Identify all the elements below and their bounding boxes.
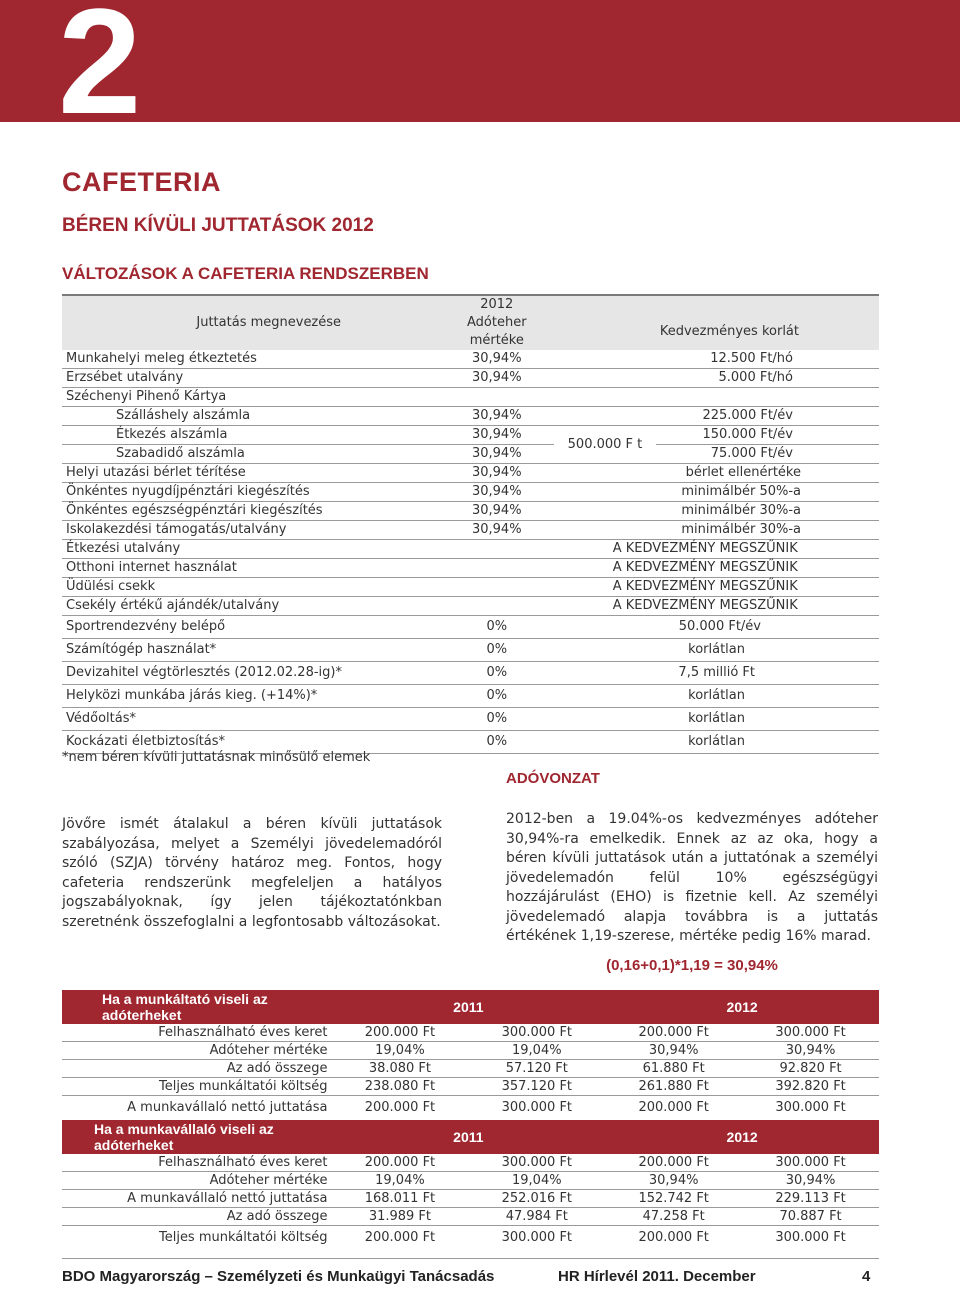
table-row [62,1096,879,1121]
intro-paragraph: Jövőre ismét átalakul a béren kívüli juttatások szabályozása, melyet a Személyi jövedelemadóról szóló (SZJA) törvény határoz meg. Fontos, hogy cafeteria rendszerünk megfeleljen a hatályos jogszabályoknak, így jelen tájékoztatónkban szeretnénk összefoglalni a legfontosabb változásokat. [62,816,442,930]
cell: 152.742 Ft [605,1190,742,1208]
cell: 30,94% [742,1042,879,1060]
row-limit: korlátlan [656,731,879,754]
table-row [62,559,879,578]
row-label: Felhasználható éves keret [62,1024,331,1042]
row-limit: minimálbér 30%-a [656,521,879,540]
table-row [62,708,879,731]
row-name: Devizahitel végtörlesztés (2012.02.28-ig)* [62,662,439,685]
cell: 229.113 Ft [742,1190,879,1208]
table-row [62,1042,879,1060]
footer-newsletter: HR Hírlevél 2011. December [558,1268,756,1285]
table-row [62,407,879,426]
table-row [62,445,879,464]
header-tax-line2: mértéke [439,332,554,350]
row-limit: 5.000 Ft/hó [656,369,879,388]
cell: 261.880 Ft [605,1078,742,1096]
row-name: Iskolakezdési támogatás/utalvány [62,521,439,540]
employee-header-row [62,1120,879,1154]
row-name: Helyi utazási bérlet térítése [62,464,439,483]
row-name: Étkezés alszámla [62,426,439,445]
tax-formula: (0,16+0,1)*1,19 = 30,94% [606,957,778,974]
table-row [62,1172,879,1190]
table-header-row [62,314,879,332]
table-row [62,502,879,521]
cell: 200.000 Ft [638,1230,709,1245]
cell: 300.000 Ft [501,1100,573,1115]
row-label: Teljes munkáltatói költség [158,1230,328,1245]
header-tax-line1: Adóteher [439,314,554,332]
row-tax: 30,94% [439,445,554,464]
row-tax: 0% [439,708,554,731]
row-label: Adóteher mértéke [62,1042,331,1060]
row-tax: 0% [439,616,554,639]
row-name: Számítógép használat* [62,639,439,662]
row-limit: 12.500 Ft/hó [656,350,879,369]
cell: 300.000 Ft [468,1154,605,1172]
cell: 30,94% [742,1172,879,1190]
cell: 47.258 Ft [605,1208,742,1226]
cell: 38.080 Ft [331,1060,468,1078]
row-limit: 50.000 Ft/év [656,616,879,639]
header-name: Juttatás megnevezése [62,314,439,332]
row-label: A munkavállaló nettó juttatása [62,1190,331,1208]
row-label: Az adó összege [62,1060,331,1078]
row-tax: 0% [439,662,554,685]
employee-year-2011: 2011 [331,1120,605,1154]
cell: 200.000 Ft [605,1154,742,1172]
row-name: Üdülési csekk [62,578,439,597]
table-row [62,1060,879,1078]
row-name: Önkéntes nyugdíjpénztári kiegészítés [62,483,439,502]
table-row [62,1226,879,1251]
table-row [62,1208,879,1226]
employer-label: Ha a munkáltató viseli az adóterheket [62,990,331,1024]
table-header-year-row [62,295,879,314]
cell: 300.000 Ft [501,1230,573,1245]
row-name: Munkahelyi meleg étkeztetés [62,350,439,369]
cell: 31.989 Ft [331,1208,468,1226]
table-row [62,1190,879,1208]
table-row [62,521,879,540]
header-limit: Kedvezményes korlát [656,314,879,350]
row-name: Szálláshely alszámla [62,407,439,426]
employer-year-2012: 2012 [605,990,879,1024]
row-label: Teljes munkáltatói költség [62,1078,331,1096]
row-name: Étkezési utalvány [62,540,439,559]
cell: 61.880 Ft [605,1060,742,1078]
row-tax: 30,94% [439,483,554,502]
row-limit: korlátlan [656,685,879,708]
table-row [62,1078,879,1096]
tax-paragraph: 2012-ben a 19.04%-os kedvezményes adóteher 30,94%-ra emelkedik. Ennek az az oka, hogy a béren kívüli juttatások után a juttatónak a személyi jövedelemadón felül 10% egészségügyi hozzájárulást (EHO) is fizetnie kell. Az személyi jövedelemadó alapja továbbra is a juttatás értékének 1,19-szerese, mértéke pedig 16% marad. [506,811,878,944]
row-name: Csekély értékű ajándék/utalvány [62,597,439,616]
row-label: Az adó összege [62,1208,331,1226]
cell: 300.000 Ft [468,1024,605,1042]
row-name: Védőoltás* [62,708,439,731]
header-year: 2012 [439,295,554,314]
employer-header-row [62,990,879,1024]
cell: 200.000 Ft [331,1024,468,1042]
row-tax: 30,94% [439,521,554,540]
table-row [62,388,879,407]
comparison-table [62,990,879,1250]
table-row [62,662,879,685]
table-row [62,426,879,445]
cell: 30,94% [605,1042,742,1060]
row-limit: 75.000 Ft/év [656,445,879,464]
cell: 70.887 Ft [742,1208,879,1226]
table-row [62,464,879,483]
cell: 30,94% [605,1172,742,1190]
table-row [62,1154,879,1172]
row-name: Sportrendezvény belépő [62,616,439,639]
cell: 19,04% [331,1172,468,1190]
row-name: Önkéntes egészségpénztári kiegészítés [62,502,439,521]
row-limit: 150.000 Ft/év [656,426,879,445]
table-row [62,616,879,639]
cell: 92.820 Ft [742,1060,879,1078]
table-row [62,483,879,502]
cell: 19,04% [331,1042,468,1060]
row-tax: 0% [439,731,554,754]
row-name: Erzsébet utalvány [62,369,439,388]
row-name: Helyközi munkába járás kieg. (+14%)* [62,685,439,708]
row-limit: A KEDVEZMÉNY MEGSZŰNIK [439,578,879,597]
table-row [62,540,879,559]
section-title: VÁLTOZÁSOK A CAFETERIA RENDSZERBEN [62,264,429,283]
row-limit: 7,5 millió Ft [656,662,879,685]
table-row [62,639,879,662]
row-tax: 30,94% [439,502,554,521]
row-tax: 30,94% [439,350,554,369]
footer-company: BDO Magyarország – Személyzeti és Munkaügyi Tanácsadás [62,1268,495,1285]
row-tax: 30,94% [439,426,554,445]
adovonzat-heading: ADÓVONZAT [506,770,600,787]
row-tax: 30,94% [439,407,554,426]
table-row [62,597,879,616]
row-name: Kockázati életbiztosítás* [62,731,439,754]
cell: 57.120 Ft [468,1060,605,1078]
cell: 19,04% [468,1172,605,1190]
row-limit: korlátlan [656,708,879,731]
row-limit: A KEDVEZMÉNY MEGSZŰNIK [439,559,879,578]
page-subtitle: BÉREN KÍVÜLI JUTTATÁSOK 2012 [62,215,374,236]
table-row [62,685,879,708]
row-limit: korlátlan [656,639,879,662]
page-number: 4 [862,1268,871,1285]
table-row [62,1024,879,1042]
row-name: Otthoni internet használat [62,559,439,578]
row-limit: 225.000 Ft/év [656,407,879,426]
row-limit: minimálbér 30%-a [656,502,879,521]
row-tax: 0% [439,639,554,662]
page-title: CAFETERIA [62,167,221,197]
cell: 300.000 Ft [742,1024,879,1042]
cell: 300.000 Ft [775,1100,846,1115]
cell: 200.000 Ft [605,1024,742,1042]
cell: 168.011 Ft [331,1190,468,1208]
row-limit: A KEDVEZMÉNY MEGSZŰNIK [439,540,879,559]
row-tax: 0% [439,685,554,708]
chapter-number: 2 [58,0,142,145]
employee-year-2012: 2012 [605,1120,879,1154]
row-label: Felhasználható éves keret [62,1154,331,1172]
row-label: Adóteher mértéke [62,1172,331,1190]
row-label: A munkavállaló nettó juttatása [127,1100,328,1115]
table-row [62,350,879,369]
row-name: Szabadidő alszámla [62,445,439,464]
employee-label: Ha a munkavállaló viseli az adóterheket [62,1120,331,1154]
footer-divider [62,1258,879,1259]
cell: 200.000 Ft [331,1154,468,1172]
row-limit: bérlet ellenértéke [656,464,879,483]
cell: 200.000 Ft [364,1100,436,1115]
header-band [0,0,960,145]
cell: 47.984 Ft [468,1208,605,1226]
row-limit: minimálbér 50%-a [656,483,879,502]
footnote: *nem béren kívüli juttatásnak minősülő elemek [62,750,371,765]
table-row [62,578,879,597]
cell: 200.000 Ft [638,1100,709,1115]
row-tax: 30,94% [439,464,554,483]
table-row [62,369,879,388]
cell: 300.000 Ft [742,1154,879,1172]
cell: 238.080 Ft [331,1078,468,1096]
row-tax: 30,94% [439,369,554,388]
cell: 357.120 Ft [468,1078,605,1096]
cafeteria-table [62,294,879,754]
cell: 300.000 Ft [775,1230,846,1245]
cell: 392.820 Ft [742,1078,879,1096]
employer-year-2011: 2011 [331,990,605,1024]
row-name: Széchenyi Pihenő Kártya [62,388,439,407]
cell: 200.000 Ft [364,1230,436,1245]
row-limit: A KEDVEZMÉNY MEGSZŰNIK [439,597,879,616]
cell: 19,04% [468,1042,605,1060]
szep-total: 500.000 F t [554,426,656,464]
cell: 252.016 Ft [468,1190,605,1208]
